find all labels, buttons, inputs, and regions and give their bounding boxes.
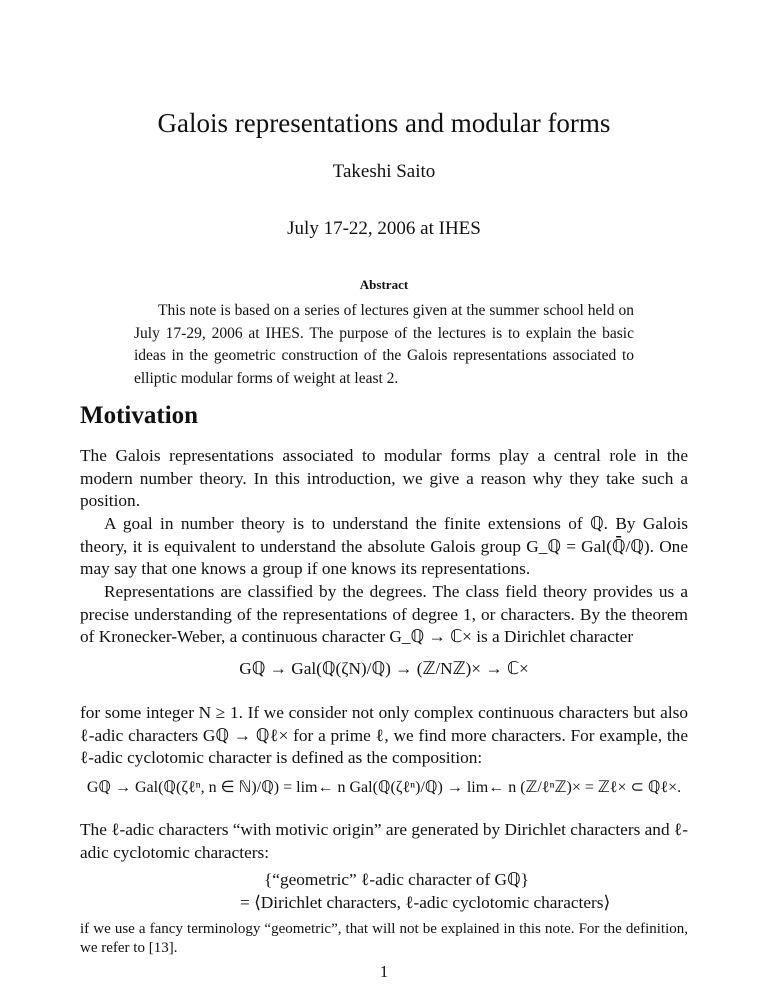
author-name: Takeshi Saito [332,161,436,182]
equation-cyclotomic: Gℚ → Gal(ℚ(ζℓⁿ, n ∈ ℕ)/ℚ) = lim← n Gal(ℚ(ζℓⁿ)/ℚ) → lim← n (ℤ/ℓⁿℤ)× = ℤℓ× ⊂ ℚℓ×. [86,779,682,796]
section-heading: Motivation [80,402,199,429]
paragraph-3 [80,581,688,649]
paragraph-5-text: The ℓ-adic characters “with motivic origin” are generated by Dirichlet characters and ℓ-adic cyclotomic characters: [80,820,688,862]
paragraph-2 [80,513,688,581]
paragraph-4 [80,702,688,770]
paragraph-6-text: if we use a fancy terminology “geometric”, that will not be explained in this note. For the definition, we refer to [13]. [80,921,688,956]
paper-date: July 17-22, 2006 at IHES [287,218,481,239]
abstract-heading: Abstract [359,277,409,292]
abstract-text: This note is based on a series of lectures given at the summer school held on July 17-29, 2006 at IHES. The purpose of the lectures is to explain the basic ideas in the geometric construction of the Galois representations associated to elliptic modular forms of weight at least 2. [134,302,634,387]
paragraph-3-text: Representations are classified by the degrees. The class field theory provides us a precise understanding of the representations of degree 1, or characters. By the theorem of Kronecker-Weber, a continuous character G_ℚ → ℂ× is a Dirichlet character [80,582,688,646]
paragraph-1-text: The Galois representations associated to modular forms play a central role in the modern number theory. In this introduction, we give a reason why they take such a position. [80,446,688,510]
paragraph-2-text: A goal in number theory is to understand the finite extensions of ℚ. By Galois theory, it is equivalent to understand the absolute Galois group G_ℚ = Gal(ℚ̄/ℚ). One may say that one knows a group if one knows its representations. [80,514,688,578]
paragraph-1 [80,445,688,513]
equation-dirichlet: Gℚ → Gal(ℚ(ζN)/ℚ) → (ℤ/Nℤ)× → ℂ× [239,659,529,678]
paragraph-6 [80,920,688,958]
equation-geometric-line-2: = ⟨Dirichlet characters, ℓ-adic cyclotomic characters⟩ [240,893,611,912]
paragraph-5 [80,819,688,864]
paper-title: Galois representations and modular forms [157,108,611,138]
equation-geometric-line-1: {“geometric” ℓ-adic character of Gℚ} [264,870,529,889]
page-number: 1 [379,962,389,981]
paragraph-4-text: for some integer N ≥ 1. If we consider not only complex continuous characters but also ℓ-adic characters Gℚ → ℚℓ× for a prime ℓ, we find more characters. For example, the ℓ-adic cyclotomic character is defined as the composition: [80,703,688,767]
